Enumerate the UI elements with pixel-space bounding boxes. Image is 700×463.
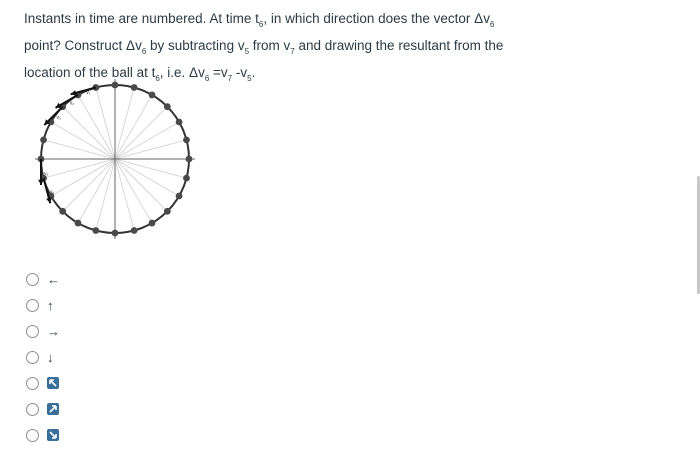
radio-button[interactable] [26,429,39,442]
ball [176,119,183,126]
radial-spoke [115,107,167,159]
vector-label: v₁ [86,89,91,96]
radial-spoke [96,88,115,159]
ball [131,84,138,91]
ball [75,220,82,227]
radial-spoke [115,159,167,211]
radial-spoke [115,140,186,159]
vector-label: v₆ [44,171,49,177]
radio-button[interactable] [26,273,39,286]
radial-spoke [115,159,179,196]
radial-spoke [115,122,179,159]
choice-label: ← [47,271,60,287]
radial-spoke [115,159,152,223]
arrow-up-left-icon [47,377,59,389]
radial-spoke [115,159,186,178]
choice-down-right-arrow[interactable] [26,422,60,448]
radial-spoke [115,88,134,159]
radio-button[interactable] [26,299,39,312]
choice-up-right-arrow[interactable] [26,396,60,422]
radio-button[interactable] [26,403,39,416]
radial-spoke [44,140,115,159]
radio-button[interactable] [26,377,39,390]
ball [186,156,193,163]
question-line-2: point? Construct $\Delta v_6$ by subtracting $v_5$ from $v_7$ and drawing the resultant from the [24,38,504,56]
radial-spoke [115,159,134,230]
choice-down-arrow[interactable] [26,344,60,370]
question-line-3: location of the ball at $t_6$, i.e. $\Delta v_6 =v_7$ $-v_5$. [24,65,256,83]
ball [40,136,47,143]
ball [149,92,156,99]
choice-up-arrow[interactable] [26,292,60,318]
radial-spoke [51,122,115,159]
ball [131,227,138,234]
ball [164,208,171,215]
choice-up-left-arrow[interactable] [26,370,60,396]
radio-button[interactable] [26,325,39,338]
question-line-1: Instants in time are numbered. At time $t_6$, in which direction does the vector $\Delta v_6$ [24,11,495,29]
radio-button[interactable] [26,351,39,364]
ball [112,230,119,237]
ball [59,208,66,215]
radial-spoke [115,95,152,159]
arrow-up-right-icon [47,403,59,415]
ball [183,175,190,182]
choice-left-arrow[interactable] [26,266,60,292]
radial-spoke [44,159,115,178]
circular-motion-diagram [30,72,200,247]
choice-right-arrow[interactable] [26,318,60,344]
ball [112,82,119,89]
answer-choices [26,266,60,448]
radial-spoke [96,159,115,230]
ball [92,227,99,234]
radial-spoke [63,159,115,211]
velocity-arrowhead [38,180,44,185]
radial-spoke [78,159,115,223]
vector-label: v₇ [49,189,55,196]
radial-spoke [63,107,115,159]
radial-spoke [78,95,115,159]
choice-label: ↑ [47,297,54,313]
ball [149,220,156,227]
ball [176,193,183,200]
radial-spoke [51,159,115,196]
vector-label: v₃ [56,114,62,121]
vector-label: v₂ [69,100,75,107]
choice-label: ↓ [47,349,54,365]
arrow-down-right-icon [47,429,59,441]
choice-label: → [47,323,60,339]
ball [164,103,171,110]
ball [183,136,190,143]
